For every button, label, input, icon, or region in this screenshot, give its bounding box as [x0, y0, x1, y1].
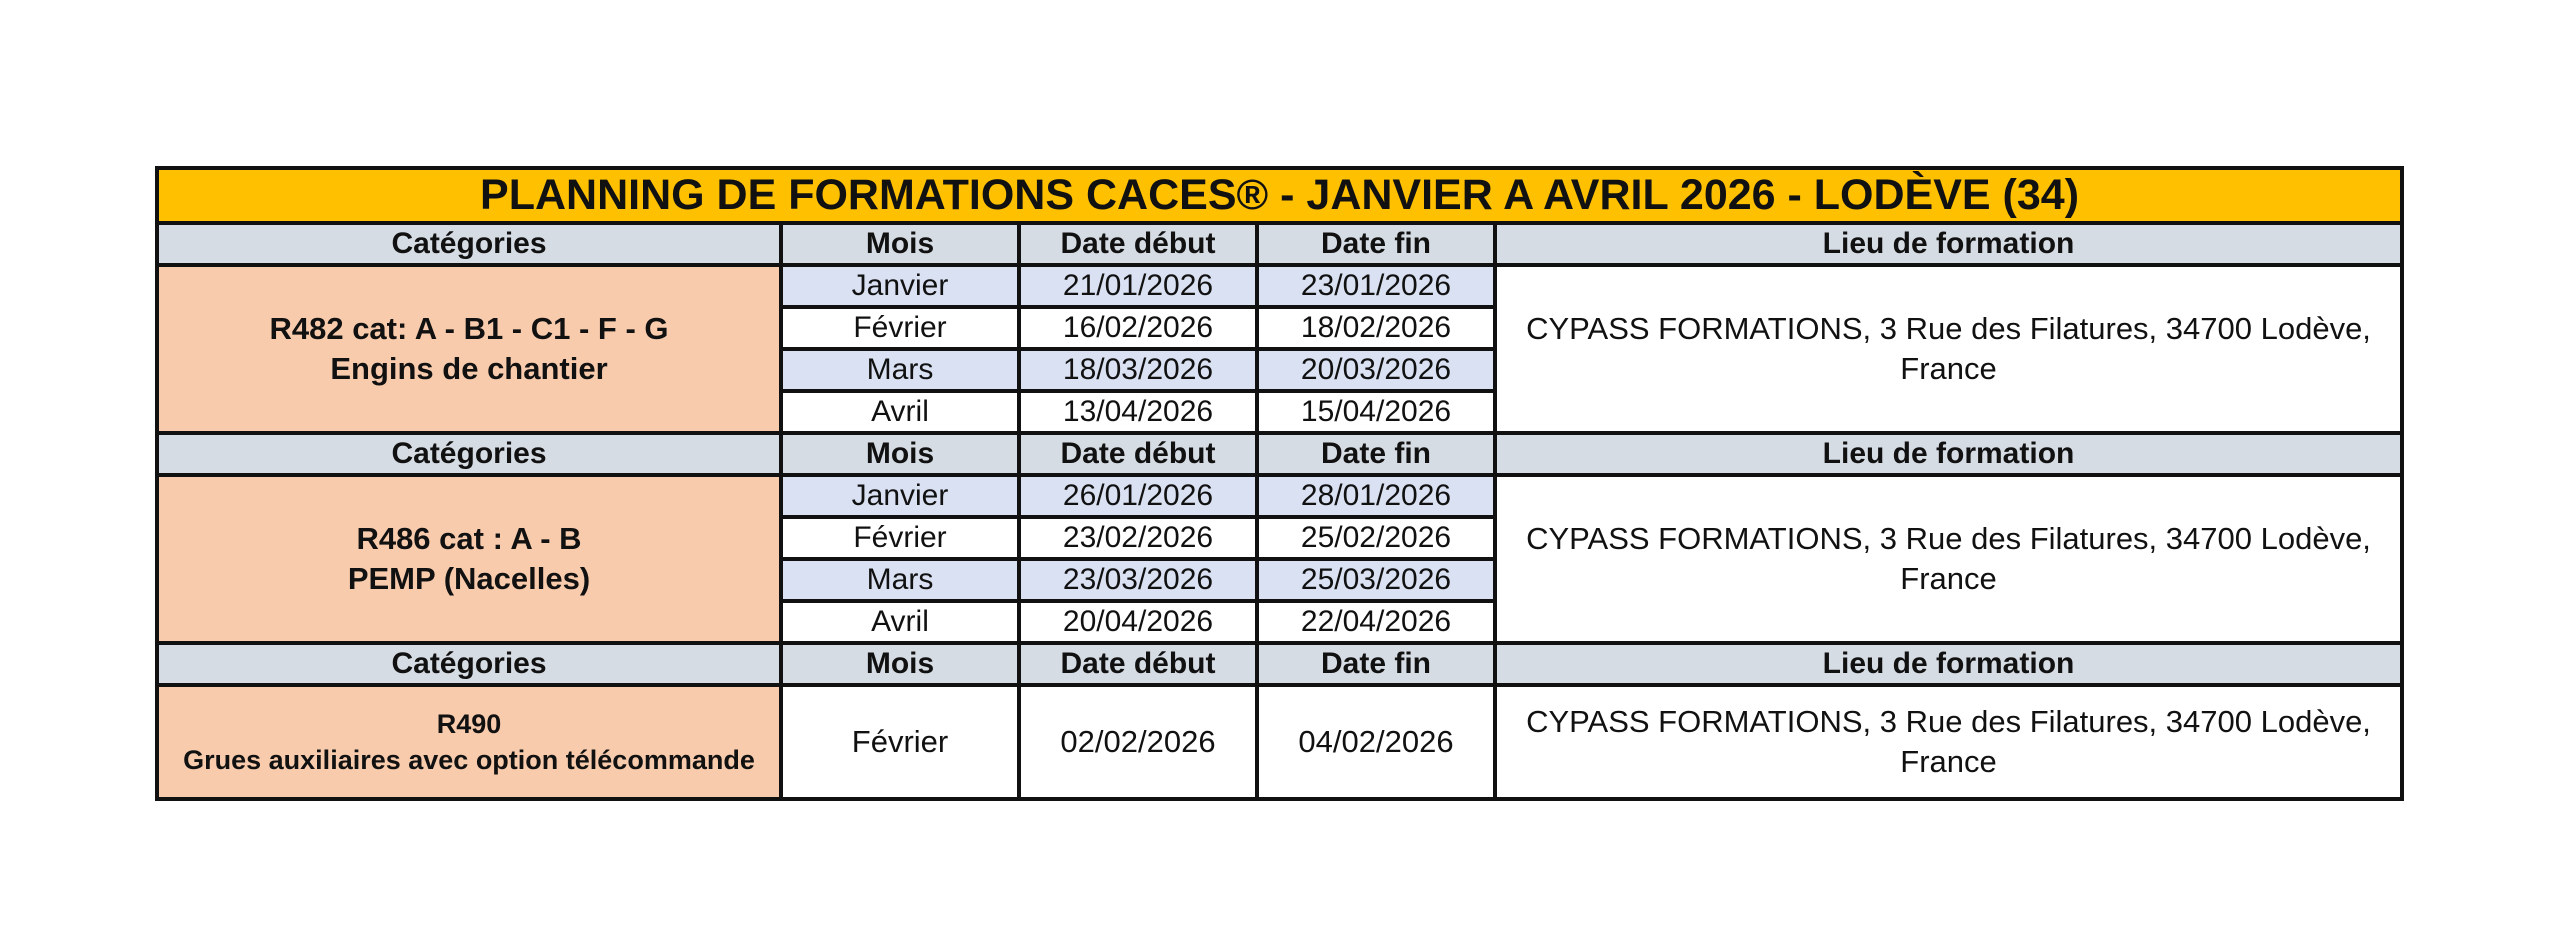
cell-date-debut: 23/03/2026 [1019, 559, 1257, 601]
cell-date-debut: 20/04/2026 [1019, 601, 1257, 643]
cell-lieu: CYPASS FORMATIONS, 3 Rue des Filatures, 34700 Lodève, France [1495, 265, 2402, 433]
header-mois: Mois [781, 433, 1019, 475]
category-label: Grues auxiliaires avec option télécommande [183, 745, 755, 775]
table-title: PLANNING DE FORMATIONS CACES® - JANVIER A AVRIL 2026 - LODÈVE (34) [157, 168, 2402, 223]
category-code: R482 cat: A - B1 - C1 - F - G [269, 311, 669, 346]
cell-date-fin: 22/04/2026 [1257, 601, 1495, 643]
header-date-debut: Date début [1019, 223, 1257, 265]
category-cell [157, 265, 781, 433]
cell-date-debut: 21/01/2026 [1019, 265, 1257, 307]
cell-lieu: CYPASS FORMATIONS, 3 Rue des Filatures, 34700 Lodève, France [1495, 685, 2402, 799]
header-lieu: Lieu de formation [1495, 223, 2402, 265]
header-mois: Mois [781, 223, 1019, 265]
cell-date-fin: 23/01/2026 [1257, 265, 1495, 307]
cell-date-fin: 25/02/2026 [1257, 517, 1495, 559]
category-cell [157, 685, 781, 799]
header-row [157, 643, 2402, 685]
header-lieu: Lieu de formation [1495, 433, 2402, 475]
cell-date-debut: 16/02/2026 [1019, 307, 1257, 349]
header-row [157, 223, 2402, 265]
header-date-fin: Date fin [1257, 223, 1495, 265]
header-date-fin: Date fin [1257, 643, 1495, 685]
cell-mois: Février [781, 685, 1019, 799]
planning-table [155, 166, 2404, 801]
cell-date-debut: 13/04/2026 [1019, 391, 1257, 433]
header-mois: Mois [781, 643, 1019, 685]
category-code: R486 cat : A - B [356, 521, 582, 556]
header-date-debut: Date début [1019, 643, 1257, 685]
header-categories: Catégories [157, 433, 781, 475]
cell-mois: Avril [781, 391, 1019, 433]
header-date-fin: Date fin [1257, 433, 1495, 475]
header-row [157, 433, 2402, 475]
cell-date-fin: 28/01/2026 [1257, 475, 1495, 517]
header-date-debut: Date début [1019, 433, 1257, 475]
cell-mois: Avril [781, 601, 1019, 643]
cell-mois: Janvier [781, 265, 1019, 307]
category-code: R490 [436, 709, 502, 739]
header-categories: Catégories [157, 223, 781, 265]
cell-date-fin: 04/02/2026 [1257, 685, 1495, 799]
cell-mois: Mars [781, 349, 1019, 391]
category-label: PEMP (Nacelles) [347, 561, 591, 596]
cell-mois: Février [781, 307, 1019, 349]
header-categories: Catégories [157, 643, 781, 685]
cell-mois: Février [781, 517, 1019, 559]
header-lieu: Lieu de formation [1495, 643, 2402, 685]
cell-mois: Janvier [781, 475, 1019, 517]
table-row [157, 265, 2402, 307]
cell-mois: Mars [781, 559, 1019, 601]
cell-date-fin: 18/02/2026 [1257, 307, 1495, 349]
table-row [157, 475, 2402, 517]
cell-date-fin: 25/03/2026 [1257, 559, 1495, 601]
cell-date-debut: 02/02/2026 [1019, 685, 1257, 799]
cell-date-debut: 26/01/2026 [1019, 475, 1257, 517]
cell-lieu: CYPASS FORMATIONS, 3 Rue des Filatures, 34700 Lodève, France [1495, 475, 2402, 643]
category-cell [157, 475, 781, 643]
cell-date-fin: 20/03/2026 [1257, 349, 1495, 391]
cell-date-debut: 18/03/2026 [1019, 349, 1257, 391]
cell-date-debut: 23/02/2026 [1019, 517, 1257, 559]
table-row [157, 685, 2402, 799]
category-label: Engins de chantier [330, 351, 608, 386]
cell-date-fin: 15/04/2026 [1257, 391, 1495, 433]
